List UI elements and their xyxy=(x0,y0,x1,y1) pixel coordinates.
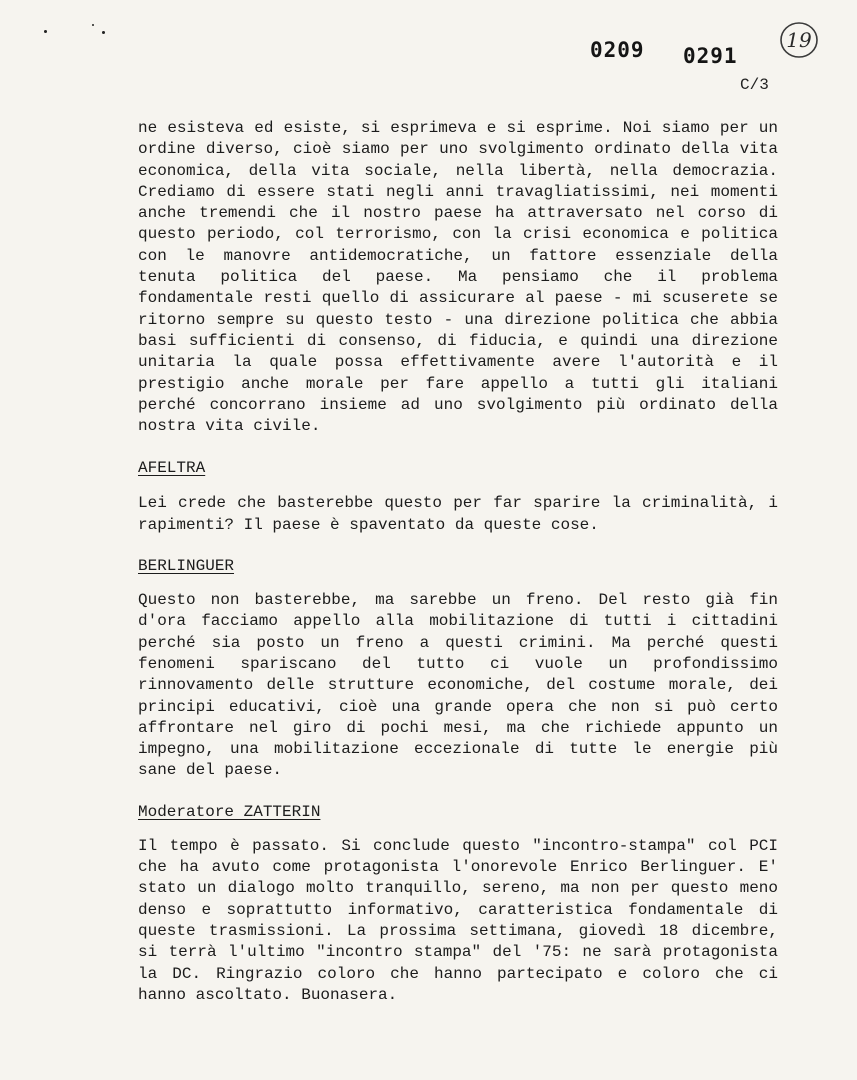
paragraph-afeltra-question: Lei crede che basterebbe questo per far sparire la criminalità, i rapimenti? Il paese è spaventato da queste cose. xyxy=(138,494,778,534)
ink-speck xyxy=(92,24,94,26)
speaker-label-moderator: Moderatore ZATTERIN xyxy=(138,802,321,821)
ink-specks xyxy=(42,22,122,42)
archive-stamp-number: 0209 xyxy=(590,38,645,62)
speaker-label-berlinguer: BERLINGUER xyxy=(138,557,235,576)
paragraph-moderator-closing: Il tempo è passato. Si conclude questo "incontro-stampa" col PCI che ha avuto come protagonista l'onorevole Enrico Berlinguer. E' stato un dialogo molto tranquillo, sereno, ma non per questo meno denso e soprattutto informativo, caratteristica fondamentale di queste trasmissioni. La prossima settimana, giovedì 18 dicembre, si terrà l'ultimo "incontro stampa" del '75: ne sarà protagonista la DC. Ringrazio coloro che hanno partecipato e coloro che ci hanno ascoltato. Buonasera. xyxy=(138,836,778,1004)
circled-page-number xyxy=(778,20,820,60)
paragraph-berlinguer-answer: ne esisteva ed esiste, si esprimeva e si esprime. Noi siamo per un ordine diverso, cioè siamo per uno svolgimento ordinato della vita economica, della vita sociale, nella libertà, nella democrazia. Crediamo di essere stati negli anni travagliatissimi, nei momenti anche tremendi che il nostro paese ha attraversato nel corso di questo periodo, col terrorismo, con la crisi economica e politica con le manovre antidemocratiche, un fattore essenziale della tenuta politica del paese. Ma pensiamo che il problema fondamentale resti quello di assicurare al paese - mi scuserete se ritorno sempre su questo testo - una direzione politica che abbia basi sufficienti di consenso, di fiducia, e quindi una direzione unitaria la quale possa effettivamente avere l'autorità e il prestigio anche morale per fare appello a tutti gli italiani perché concorrano insieme ad uno svolgimento più ordinato della nostra vita civile. xyxy=(138,119,778,436)
archive-stamp-number-secondary: 0291 xyxy=(683,44,738,68)
paragraph-berlinguer-reply: Questo non basterebbe, ma sarebbe un freno. Del resto già fin d'ora facciamo appello alla mobilitazione di tutti i cittadini perché sia posto un freno a questi crimini. Ma perché questi fenomeni spariscano del tutto ci vuole un profondissimo rinnovamento delle strutture economiche, del costume morale, dei principi educativi, cioè una grande opera che non si può certo affrontare nel giro di pochi mesi, ma che richiede appunto un impegno, una mobilitazione eccezionale di tutte le energie più sane del paese. xyxy=(138,591,778,780)
page-reference: C/3 xyxy=(740,76,769,94)
speaker-label-afeltra: AFELTRA xyxy=(138,459,206,478)
transcript-body xyxy=(138,118,778,1006)
ink-speck xyxy=(44,30,47,33)
ink-speck xyxy=(102,31,105,34)
circled-number-text: 19 xyxy=(786,28,812,52)
